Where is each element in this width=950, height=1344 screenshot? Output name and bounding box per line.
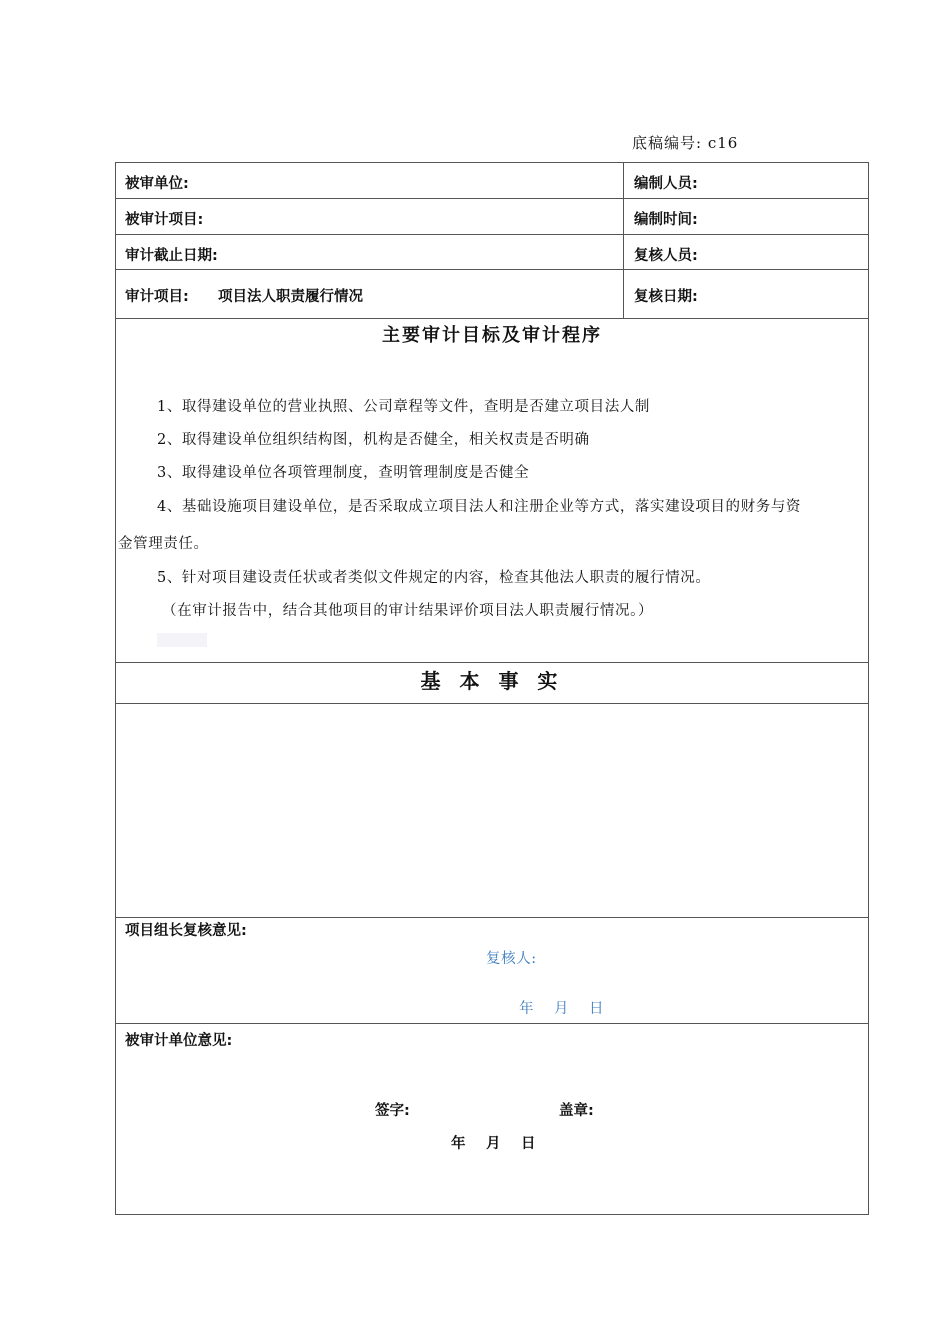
column-divider bbox=[623, 163, 624, 318]
facts-content-area[interactable] bbox=[116, 704, 868, 916]
objective-item-3: 3、取得建设单位各项管理制度，查明管理制度是否健全 bbox=[157, 465, 530, 481]
audit-item-value: 项目法人职责履行情况 bbox=[218, 289, 363, 305]
facts-title: 基 本 事 实 bbox=[420, 669, 564, 693]
objective-note: （在审计报告中，结合其他项目的审计结果评价项目法人职责履行情况。） bbox=[162, 603, 654, 619]
document-number: 底稿编号: c16 bbox=[632, 134, 739, 152]
audit-cutoff-date-label: 审计截止日期: bbox=[125, 248, 218, 264]
review-date-label: 复核日期: bbox=[634, 289, 698, 305]
preparer-label: 编制人员: bbox=[634, 176, 698, 192]
signature-label: 签字: bbox=[375, 1103, 410, 1119]
leader-review-date: 年 月 日 bbox=[519, 1001, 607, 1017]
objective-item-2: 2、取得建设单位组织结构图，机构是否健全，相关权责是否明确 bbox=[157, 432, 590, 448]
row-divider bbox=[116, 318, 868, 319]
row-divider bbox=[116, 198, 868, 199]
faint-highlight-mark bbox=[157, 633, 207, 647]
reviewer-label: 复核人员: bbox=[634, 248, 698, 264]
leader-review-label: 项目组长复核意见: bbox=[125, 923, 247, 939]
row-divider bbox=[116, 1023, 868, 1024]
row-divider bbox=[116, 662, 868, 663]
objective-item-4-continued: 金管理责任。 bbox=[118, 536, 209, 552]
row-divider bbox=[116, 269, 868, 270]
objective-item-1: 1、取得建设单位的营业执照、公司章程等文件，查明是否建立项目法人制 bbox=[157, 399, 651, 415]
row-divider bbox=[116, 234, 868, 235]
objective-item-4: 4、基础设施项目建设单位，是否采取成立项目法人和注册企业等方式，落实建设项目的财务与资 bbox=[157, 499, 802, 515]
unit-opinion-label: 被审计单位意见: bbox=[125, 1033, 233, 1049]
unit-opinion-date: 年 月 日 bbox=[451, 1136, 539, 1152]
seal-label: 盖章: bbox=[559, 1103, 594, 1119]
audit-item-label: 审计项目: bbox=[125, 289, 189, 305]
audit-working-paper-form bbox=[115, 162, 869, 1215]
audited-unit-label: 被审单位: bbox=[125, 176, 189, 192]
objectives-title: 主要审计目标及审计程序 bbox=[382, 325, 602, 346]
prepared-time-label: 编制时间: bbox=[634, 212, 698, 228]
audited-project-label: 被审计项目: bbox=[125, 212, 204, 228]
objective-item-5: 5、针对项目建设责任状或者类似文件规定的内容，检查其他法人职责的履行情况。 bbox=[157, 570, 711, 586]
row-divider bbox=[116, 917, 868, 918]
leader-reviewer-label: 复核人: bbox=[486, 951, 537, 967]
